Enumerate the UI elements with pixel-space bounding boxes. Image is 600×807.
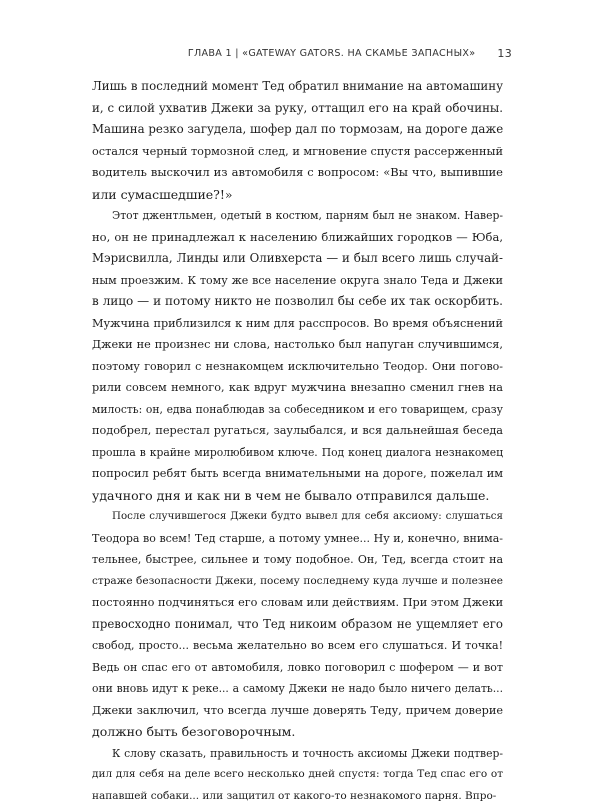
text-line: Машина резко загудела, шофер дал по тормозам, на дороге даже [92, 119, 503, 141]
paragraph [92, 743, 503, 807]
text-line: Мэрисвилла, Линды или Оливхерста — и был всего лишь случай- [92, 248, 503, 270]
text-line: рили совсем немного, как вдруг мужчина внезапно сменил гнев на [92, 377, 503, 399]
text-line: должно быть безоговорочным. [92, 721, 503, 743]
chapter-title: ГЛАВА 1 | «GATEWAY GATORS. НА СКАМЬЕ ЗАПАСНЫХ» [188, 48, 476, 59]
text-line: Джеки заключил, что всегда лучше доверять Теду, причем доверие [92, 700, 503, 722]
text-line: Мужчина приблизился к ним для расспросов. Во время объяснений [92, 313, 503, 335]
text-line: Лишь в последний момент Тед обратил внимание на автомашину [92, 76, 503, 98]
text-line: удачного дня и как ни в чем не бывало отправился дальше. [92, 485, 503, 507]
body-text [92, 76, 503, 807]
page-number: 13 [497, 47, 512, 60]
text-line: Джеки не произнес ни слова, настолько был напуган случившимся, [92, 334, 503, 356]
text-line: дил для себя на деле всего несколько дней спустя: тогда Тед спас его от [92, 764, 503, 786]
text-line: милость: он, едва понаблюдав за собеседником и его товарищем, сразу [92, 399, 503, 421]
text-line: Ведь он спас его от автомобиля, ловко поговорил с шофером — и вот [92, 657, 503, 679]
paragraph [92, 205, 503, 506]
text-line: ным проезжим. К тому же все население округа знало Теда и Джеки [92, 270, 503, 292]
text-line: тельнее, быстрее, сильнее и тому подобное. Он, Тед, всегда стоит на [92, 549, 503, 571]
text-line: поэтому говорил с незнакомцем исключительно Теодор. Они погово- [92, 356, 503, 378]
text-line: остался черный тормозной след, и мгновение спустя рассерженный [92, 141, 503, 163]
text-line: подобрел, перестал ругаться, заулыбался, и вся дальнейшая беседа [92, 420, 503, 442]
text-line: но, он не принадлежал к населению ближайших городков — Юба, [92, 227, 503, 249]
text-line: постоянно подчиняться его словам или действиям. При этом Джеки [92, 592, 503, 614]
text-line: или сумасшедшие?!» [92, 184, 503, 206]
text-line: свобод, просто... весьма желательно во всем его слушаться. И точка! [92, 635, 503, 657]
text-line: Теодора во всем! Тед старше, а потому умнее... Ну и, конечно, внима- [92, 528, 503, 550]
paragraph [92, 506, 503, 743]
text-line: После случившегося Джеки будто вывел для себя аксиому: слушаться [92, 506, 503, 528]
text-line: превосходно понимал, что Тед никоим образом не ущемляет его [92, 614, 503, 636]
paragraph [92, 76, 503, 205]
text-line: К слову сказать, правильность и точность аксиомы Джеки подтвер- [92, 743, 503, 765]
running-head [92, 45, 512, 61]
text-line: и, с силой ухватив Джеки за руку, оттащил его на край обочины. [92, 98, 503, 120]
text-line: водитель выскочил из автомобиля с вопросом: «Вы что, выпившие [92, 162, 503, 184]
text-line: в лицо — и потому никто не позволил бы себе их так оскорбить. [92, 291, 503, 313]
text-line: напавшей собаки... или защитил от какого-то незнакомого парня. Впро- [92, 786, 503, 807]
text-line: они вновь идут к реке... а самому Джеки не надо было ничего делать... [92, 678, 503, 700]
text-line: страже безопасности Джеки, посему последнему куда лучше и полезнее [92, 571, 503, 593]
text-line: Этот джентльмен, одетый в костюм, парням был не знаком. Навер- [92, 205, 503, 227]
text-line: попросил ребят быть всегда внимательными на дороге, пожелал им [92, 463, 503, 485]
text-line: прошла в крайне миролюбивом ключе. Под конец диалога незнакомец [92, 442, 503, 464]
